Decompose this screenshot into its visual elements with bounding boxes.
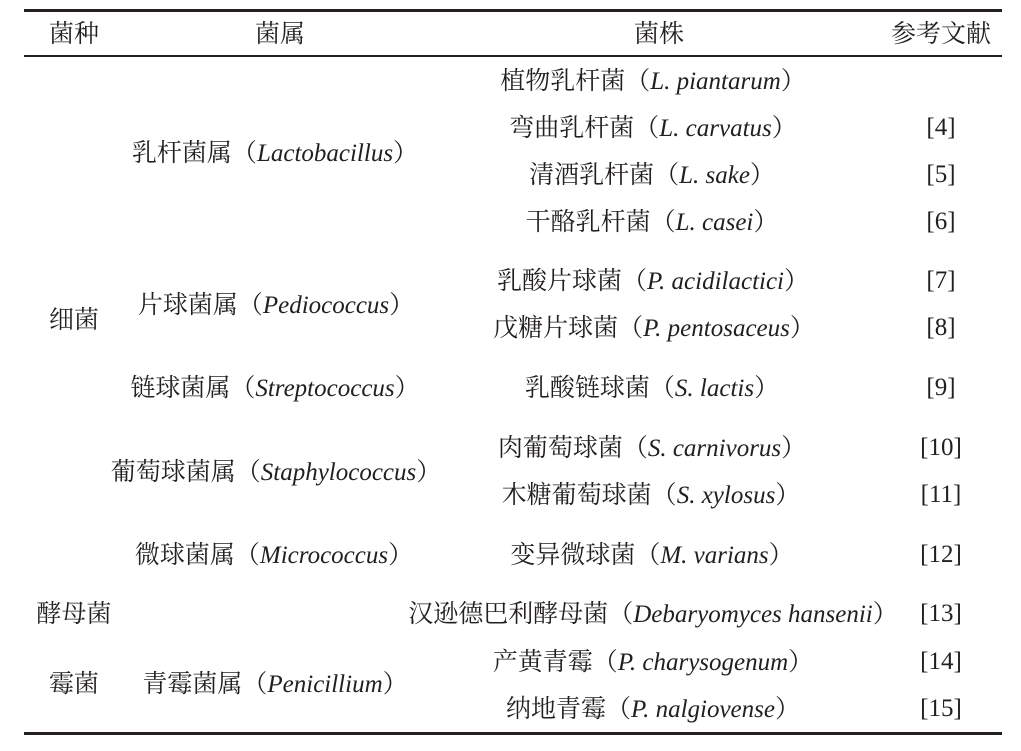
header-species: 菌种	[48, 19, 100, 48]
strain-cell: 弯曲乳杆菌（L. carvatus）	[509, 113, 797, 142]
reference-cell: [12]	[920, 541, 962, 568]
bottom-rule	[24, 732, 1002, 735]
genus-cell: 青霉菌属（Penicillium）	[142, 669, 408, 698]
reference-cell: [9]	[926, 374, 956, 401]
reference-cell: [7]	[926, 267, 956, 294]
reference-cell: [14]	[920, 648, 962, 675]
strain-cell: 乳酸链球菌（S. lactis）	[524, 373, 780, 402]
strain-cell: 乳酸片球菌（P. acidilactici）	[496, 266, 810, 295]
header-strain: 菌株	[633, 19, 685, 48]
strain-cell: 汉逊德巴利酵母菌（Debaryomyces hansenii）	[408, 599, 898, 628]
genus-cell: 乳杆菌属（Lactobacillus）	[131, 138, 419, 167]
reference-cell: [10]	[920, 434, 962, 461]
genus-cell: 葡萄球菌属（Staphylococcus）	[110, 457, 442, 486]
strain-cell: 植物乳杆菌（L. piantarum）	[500, 66, 806, 95]
strain-cell: 木糖葡萄球菌（S. xylosus）	[501, 480, 801, 509]
header-rule	[24, 55, 1002, 57]
strain-cell: 纳地青霉（P. nalgiovense）	[506, 694, 800, 723]
strain-cell: 戊糖片球菌（P. pentosaceus）	[493, 313, 815, 342]
genus-cell: 片球菌属（Pediococcus）	[137, 290, 415, 319]
reference-cell: [11]	[920, 481, 962, 508]
top-rule	[24, 9, 1002, 12]
species-cell: 酵母菌	[36, 599, 112, 628]
reference-cell: [8]	[926, 314, 956, 341]
header-genus: 菌属	[254, 19, 306, 48]
reference-cell: [4]	[926, 114, 956, 141]
strain-cell: 变异微球菌（M. varians）	[510, 540, 794, 569]
strain-cell: 产黄青霉（P. charysogenum）	[492, 647, 814, 676]
strain-cell: 干酪乳杆菌（L. casei）	[525, 207, 779, 236]
species-cell: 细菌	[48, 305, 100, 334]
species-cell: 霉菌	[48, 669, 100, 698]
strain-cell: 清酒乳杆菌（L. sake）	[529, 160, 775, 189]
reference-cell: [5]	[926, 161, 956, 188]
header-reference: 参考文献	[890, 19, 992, 48]
reference-cell: [6]	[926, 208, 956, 235]
reference-cell: [13]	[920, 600, 962, 627]
strain-cell: 肉葡萄球菌（S. carnivorus）	[497, 433, 807, 462]
genus-cell: 链球菌属（Streptococcus）	[130, 373, 420, 402]
reference-cell: [15]	[920, 695, 962, 722]
genus-cell: 微球菌属（Micrococcus）	[134, 540, 414, 569]
